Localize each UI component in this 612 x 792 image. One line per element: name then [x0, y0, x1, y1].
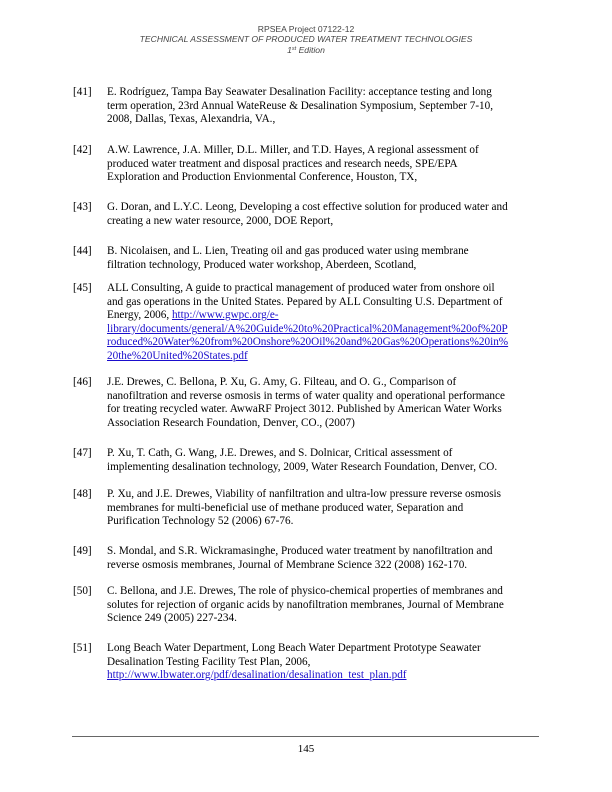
document-title: TECHNICAL ASSESSMENT OF PRODUCED WATER TREATMENT TECHNOLOGIES [139, 34, 473, 45]
reference-text [107, 201, 545, 228]
running-header [0, 24, 612, 55]
reference-line: Purification Technology 52 (2006) 67-76. [107, 515, 294, 528]
reference-number: [49] [73, 545, 92, 557]
footer-divider [72, 736, 539, 737]
reference-text [107, 488, 545, 529]
reference-text [107, 447, 545, 474]
edition-label [0, 45, 612, 55]
reference-number: [43] [73, 201, 92, 213]
project-id: RPSEA Project 07122-12 [257, 24, 355, 34]
reference-text [107, 86, 545, 127]
reference-line: term operation, 23rd Annual WateReuse & Desalination Symposium, September 7-10, [107, 99, 494, 112]
reference-line: solutes for rejection of organic acids by nanofiltration membranes, Journal of Membrane [107, 598, 504, 611]
gwpc-guide-link-continued[interactable]: library/documents/general/A%20Guide%20to%20Practical%20Management%20of%20P [107, 322, 508, 335]
reference-line: A.W. Lawrence, J.A. Miller, D.L. Miller, and T.D. Hayes, A regional assessment of [107, 144, 479, 156]
reference-line: S. Mondal, and S.R. Wickramasinghe, Produced water treatment by nanofiltration and [107, 545, 493, 557]
reference-number: [50] [73, 585, 92, 597]
reference-text [107, 545, 545, 572]
reference-line [107, 309, 545, 323]
reference-line: G. Doran, and L.Y.C. Leong, Developing a cost effective solution for produced water and [107, 201, 508, 213]
reference-number: [51] [73, 642, 92, 654]
reference-line: membranes for multi-beneficial use of methane produced water, Separation and [107, 501, 464, 514]
reference-text [107, 245, 545, 272]
reference-line: J.E. Drewes, C. Bellona, P. Xu, G. Amy, G. Filteau, and O. G., Comparison of [107, 376, 457, 388]
reference-line: nanofiltration and reverse osmosis in terms of water quality and operational performance [107, 389, 505, 402]
edition-text: Edition [296, 44, 325, 55]
gwpc-guide-link-continued[interactable]: 20the%20United%20States.pdf [107, 349, 248, 362]
reference-line: produced water treatment and disposal practices and research needs, SPE/EPA [107, 157, 458, 170]
reference-line: Science 249 (2005) 227-234. [107, 612, 237, 625]
reference-text [107, 376, 545, 430]
reference-text [107, 144, 545, 185]
edition-number: 1 [287, 44, 292, 55]
reference-number: [46] [73, 376, 92, 388]
lbwater-test-plan-link[interactable]: http://www.lbwater.org/pdf/desalination/desalination_test_plan.pdf [107, 669, 407, 682]
reference-text [107, 585, 545, 626]
reference-line: 2008, Dallas, Texas, Alexandria, VA., [107, 113, 276, 126]
reference-line: reverse osmosis membranes, Journal of Membrane Science 322 (2008) 162-170. [107, 558, 468, 571]
gwpc-guide-link-continued[interactable]: roduced%20Water%20from%20Onshore%20Oil%20and%20Gas%20Operations%20in% [107, 336, 509, 349]
reference-line: creating a new water resource, 2000, DOE Report, [107, 214, 334, 227]
reference-line: filtration technology, Produced water workshop, Aberdeen, Scotland, [107, 258, 417, 271]
reference-line: Desalination Testing Facility Test Plan, 2006, [107, 655, 311, 668]
reference-number: [47] [73, 447, 92, 459]
reference-number: [41] [73, 86, 92, 98]
reference-line: Association Research Foundation, Denver, CO., (2007) [107, 416, 355, 429]
reference-line: for treating recycled water. AwwaRF Project 3012. Published by American Water Works [107, 403, 502, 416]
reference-line: implementing desalination technology, 2009, Water Research Foundation, Denver, CO. [107, 460, 498, 473]
reference-text [107, 642, 545, 683]
reference-line: Long Beach Water Department, Long Beach Water Department Prototype Seawater [107, 642, 481, 654]
reference-line: and gas operations in the United States. Pepared by ALL Consulting U.S. Department of [107, 295, 503, 308]
edition-ordinal-suffix: st [291, 45, 297, 52]
reference-number: [45] [73, 282, 92, 294]
reference-number: [44] [73, 245, 92, 257]
gwpc-guide-link[interactable]: http://www.gwpc.org/e- [171, 309, 279, 322]
reference-line: ALL Consulting, A guide to practical management of produced water from onshore oil [107, 282, 495, 294]
reference-line: E. Rodríguez, Tampa Bay Seawater Desalination Facility: acceptance testing and long [107, 86, 492, 98]
reference-line: B. Nicolaisen, and L. Lien, Treating oil and gas produced water using membrane [107, 245, 469, 257]
reference-text [107, 282, 545, 364]
reference-line: Exploration and Production Envionmental Conference, Houston, TX, [107, 171, 418, 184]
reference-line: C. Bellona, and J.E. Drewes, The role of physico-chemical properties of membranes and [107, 585, 503, 597]
reference-number: [48] [73, 488, 92, 500]
reference-line: P. Xu, and J.E. Drewes, Viability of nanfiltration and ultra-low pressure reverse osmosis [107, 488, 502, 500]
reference-line-text: Energy, 2006, [107, 309, 172, 322]
reference-number: [42] [73, 144, 92, 156]
page-number: 145 [297, 743, 315, 755]
reference-line: P. Xu, T. Cath, G. Wang, J.E. Drewes, and S. Dolnicar, Critical assessment of [107, 447, 453, 459]
